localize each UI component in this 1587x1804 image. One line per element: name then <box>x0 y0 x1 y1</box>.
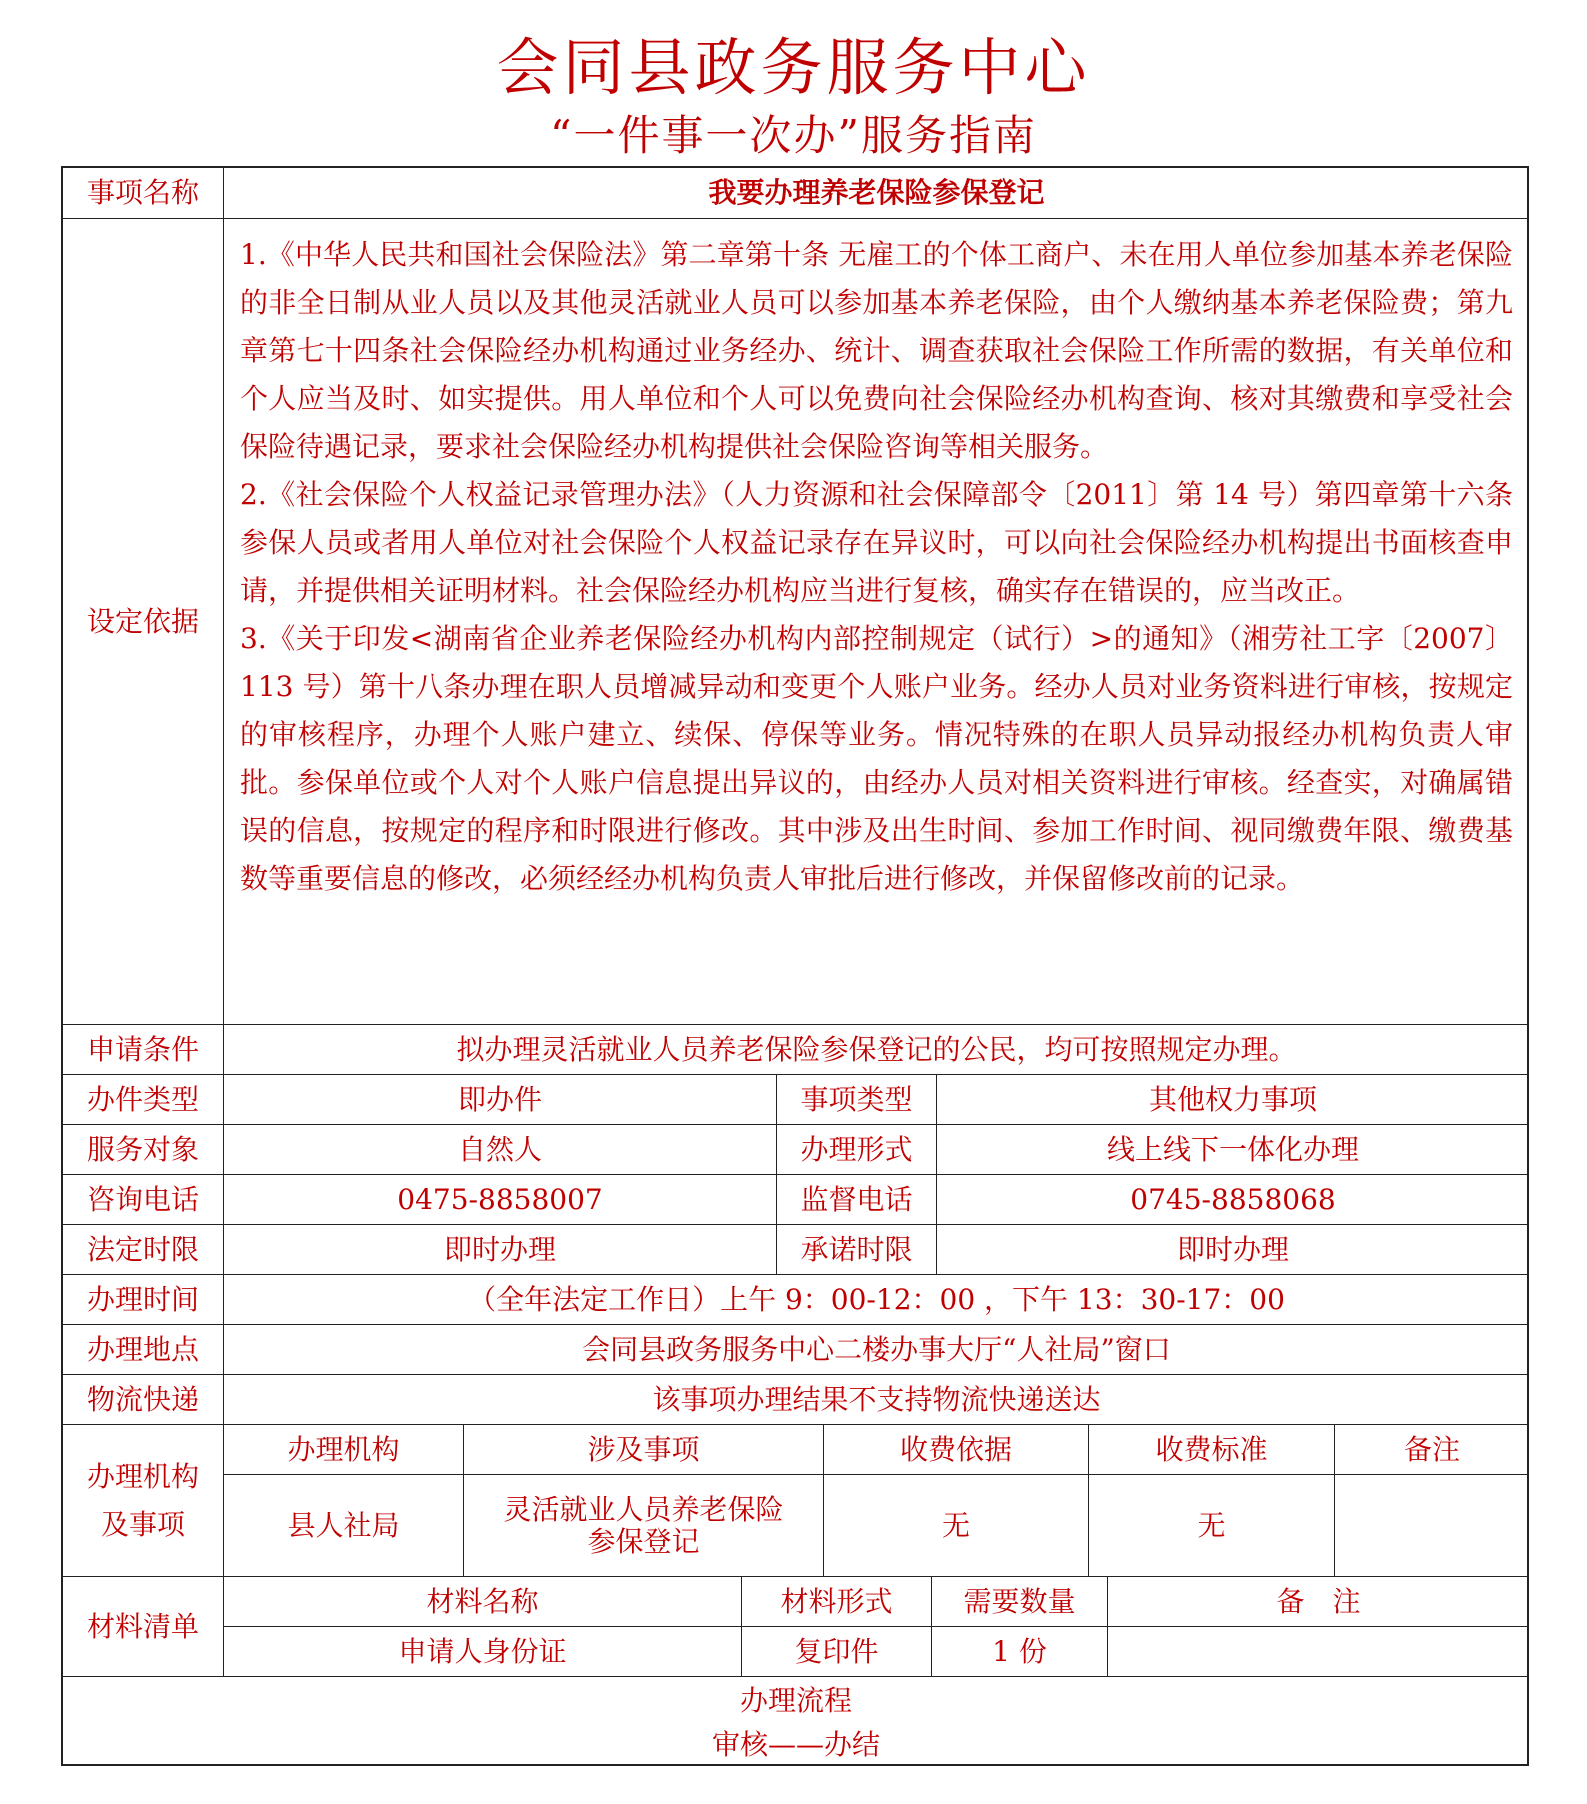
agency-value: 无 <box>1088 1474 1334 1576</box>
materials-header: 材料形式 <box>741 1576 931 1626</box>
row-label: 法定时限 <box>63 1224 223 1274</box>
location-label: 办理地点 <box>63 1324 223 1374</box>
process-section <box>63 1676 1529 1766</box>
location-value: 会同县政务服务中心二楼办事大厅“人社局”窗口 <box>223 1324 1529 1374</box>
row-label: 承诺时限 <box>776 1224 936 1274</box>
row-value: 线上线下一体化办理 <box>936 1124 1529 1174</box>
row-value: 其他权力事项 <box>936 1074 1529 1124</box>
hours-label: 办理时间 <box>63 1274 223 1324</box>
process-label: 办理流程 <box>739 1684 852 1717</box>
row-label: 办件类型 <box>63 1074 223 1124</box>
row-label: 办理形式 <box>776 1124 936 1174</box>
agency-header: 备注 <box>1334 1424 1529 1474</box>
service-guide-table <box>61 166 1529 1766</box>
item-name-value: 我要办理养老保险参保登记 <box>223 168 1529 218</box>
basis-text <box>223 218 1529 1024</box>
row-label: 咨询电话 <box>63 1174 223 1224</box>
basis-paragraph: 1.《中华人民共和国社会保险法》第二章第十条 无雇工的个体工商户、未在用人单位参加基本养老保险的非全日制从业人员以及其他灵活就业人员可以参加基本养老保险，由个人缴纳基本养老保险费；第九章第七十四条社会保险经办机构通过业务经办、统计、调查获取社会保险工作所需的数据，有关单位和个人应当及时、如实提供。用人单位和个人可以免费向社会保险经办机构查询、核对其缴费和享受社会保险待遇记录，要求社会保险经办机构提供社会保险咨询等相关服务。 <box>240 238 1513 463</box>
delivery-label: 物流快递 <box>63 1374 223 1424</box>
conditions-label: 申请条件 <box>63 1024 223 1074</box>
basis-paragraph: 3.《关于印发<湖南省企业养老保险经办机构内部控制规定（试行）>的通知》（湘劳社工字〔2007〕113 号）第十八条办理在职人员增减异动和变更个人账户业务。经办人员对业务资料进行审核，按规定的审核程序，办理个人账户建立、续保、停保等业务。情况特殊的在职人员异动报经办机构负责人审批。参保单位或个人对个人账户信息提出异议的，由经办人员对相关资料进行审核。经查实，对确属错误的信息，按规定的程序和时限进行修改。其中涉及出生时间、参加工作时间、视同缴费年限、缴费基数等重要信息的修改，必须经经办机构负责人审批后进行修改，并保留修改前的记录。 <box>240 622 1513 895</box>
agency-label: 办理机构及事项 <box>63 1424 223 1576</box>
materials-value: 复印件 <box>741 1626 931 1676</box>
basis-label: 设定依据 <box>63 218 223 1024</box>
agency-header: 收费依据 <box>823 1424 1088 1474</box>
materials-label: 材料清单 <box>63 1576 223 1676</box>
page-subtitle: “一件事一次办”服务指南 <box>550 111 1037 160</box>
row-label: 监督电话 <box>776 1174 936 1224</box>
row-label: 事项类型 <box>776 1074 936 1124</box>
item-name-label: 事项名称 <box>86 176 199 209</box>
agency-header: 收费标准 <box>1088 1424 1334 1474</box>
agency-value <box>1334 1474 1529 1576</box>
materials-value <box>1107 1626 1529 1676</box>
agency-header: 涉及事项 <box>463 1424 823 1474</box>
materials-value: 1 份 <box>931 1626 1107 1676</box>
materials-header: 备 注 <box>1107 1576 1529 1626</box>
row-value: 0745-8858068 <box>936 1174 1529 1224</box>
agency-header: 办理机构 <box>223 1424 463 1474</box>
agency-value: 灵活就业人员养老保险参保登记 <box>463 1474 823 1576</box>
materials-header: 材料名称 <box>223 1576 741 1626</box>
row-value: 即时办理 <box>223 1224 776 1274</box>
materials-header: 需要数量 <box>931 1576 1107 1626</box>
row-value: 0475-8858007 <box>223 1174 776 1224</box>
page-title: 会同县政务服务中心 <box>496 31 1091 104</box>
row-value: 自然人 <box>223 1124 776 1174</box>
process-value: 审核——办结 <box>711 1728 880 1761</box>
basis-paragraph: 2.《社会保险个人权益记录管理办法》（人力资源和社会保障部令〔2011〕第 14 号）第四章第十六条参保人员或者用人单位对社会保险个人权益记录存在异议时，可以向社会保险经办机构提出书面核查申请，并提供相关证明材料。社会保险经办机构应当进行复核，确实存在错误的，应当改正。 <box>240 478 1513 607</box>
agency-value: 县人社局 <box>223 1474 463 1576</box>
conditions-value: 拟办理灵活就业人员养老保险参保登记的公民，均可按照规定办理。 <box>223 1024 1529 1074</box>
agency-value: 无 <box>823 1474 1088 1576</box>
row-value: 即办件 <box>223 1074 776 1124</box>
row-label: 服务对象 <box>63 1124 223 1174</box>
hours-value: （全年法定工作日）上午 9：00-12：00 ，下午 13：30-17：00 <box>223 1274 1529 1324</box>
materials-value: 申请人身份证 <box>223 1626 741 1676</box>
row-value: 即时办理 <box>936 1224 1529 1274</box>
delivery-value: 该事项办理结果不支持物流快递送达 <box>223 1374 1529 1424</box>
